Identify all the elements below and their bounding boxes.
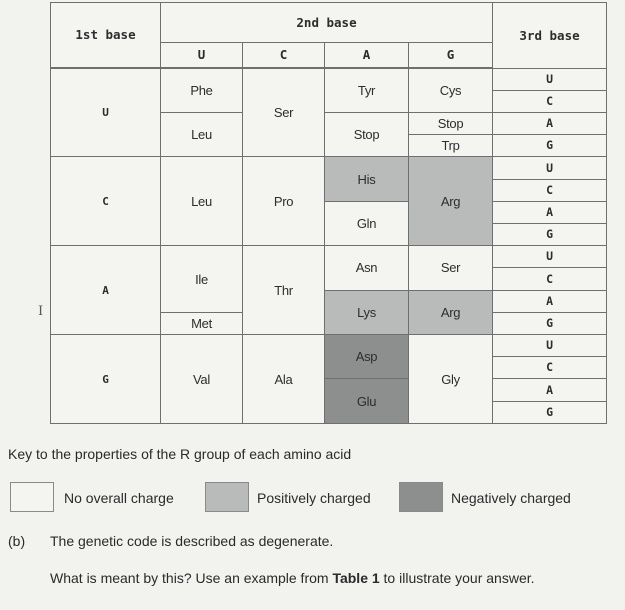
- positive-swatch: [205, 482, 249, 512]
- amino-lys: Lys: [325, 290, 409, 334]
- header-third-base: 3rd base: [493, 3, 607, 69]
- third-base-c: C: [493, 357, 607, 379]
- header-second-base: 2nd base: [161, 3, 493, 43]
- first-base-a: A: [51, 246, 161, 335]
- neutral-swatch: [10, 482, 54, 512]
- amino-asn: Asn: [325, 246, 409, 290]
- third-base-u: U: [493, 68, 607, 90]
- amino-ser: Ser: [409, 246, 493, 290]
- negative-swatch: [399, 482, 443, 512]
- amino-cys: Cys: [409, 68, 493, 112]
- first-base-g: G: [51, 335, 161, 424]
- question-label: (b): [8, 533, 26, 549]
- amino-arg: Arg: [409, 157, 493, 246]
- genetic-code-table: [50, 2, 607, 424]
- amino-stop: Stop: [325, 113, 409, 157]
- amino-tyr: Tyr: [325, 68, 409, 112]
- amino-asp: Asp: [325, 335, 409, 379]
- third-base-a: A: [493, 290, 607, 312]
- second-base-u: U: [161, 43, 243, 67]
- amino-leu: Leu: [161, 157, 243, 246]
- third-base-a: A: [493, 113, 607, 135]
- third-base-c: C: [493, 179, 607, 201]
- amino-phe: Phe: [161, 68, 243, 112]
- key-label: Positively charged: [257, 490, 371, 506]
- question-statement: The genetic code is described as degenerate.: [50, 533, 334, 549]
- third-base-u: U: [493, 157, 607, 179]
- third-base-c: C: [493, 90, 607, 112]
- second-base-g: G: [409, 43, 493, 67]
- first-base-u: U: [51, 68, 161, 157]
- third-base-g: G: [493, 312, 607, 334]
- second-base-c: C: [243, 43, 325, 67]
- third-base-g: G: [493, 224, 607, 246]
- amino-trp: Trp: [409, 135, 493, 157]
- amino-ser: Ser: [243, 68, 325, 157]
- prompt-text: What is meant by this? Use an example from: [50, 570, 333, 586]
- third-base-u: U: [493, 246, 607, 268]
- key-label: No overall charge: [64, 490, 174, 506]
- third-base-g: G: [493, 135, 607, 157]
- table-reference: Table 1: [332, 570, 380, 586]
- amino-gln: Gln: [325, 201, 409, 245]
- amino-pro: Pro: [243, 157, 325, 246]
- question-prompt: [50, 570, 570, 586]
- amino-met: Met: [161, 312, 243, 334]
- amino-glu: Glu: [325, 379, 409, 424]
- first-base-c: C: [51, 157, 161, 246]
- amino-leu: Leu: [161, 113, 243, 157]
- third-base-a: A: [493, 201, 607, 223]
- amino-val: Val: [161, 335, 243, 424]
- text-cursor-icon: I: [38, 304, 44, 319]
- key-title: Key to the properties of the R group of each amino acid: [8, 446, 352, 462]
- second-base-a: A: [325, 43, 409, 67]
- amino-gly: Gly: [409, 335, 493, 424]
- prompt-text-end: to illustrate your answer.: [379, 570, 535, 586]
- key-label: Negatively charged: [451, 490, 571, 506]
- amino-ala: Ala: [243, 335, 325, 424]
- amino-his: His: [325, 157, 409, 201]
- amino-stop: Stop: [409, 113, 493, 135]
- amino-thr: Thr: [243, 246, 325, 335]
- header-first-base: 1st base: [51, 3, 161, 68]
- amino-ile: Ile: [161, 246, 243, 313]
- third-base-a: A: [493, 379, 607, 401]
- third-base-u: U: [493, 335, 607, 357]
- amino-arg: Arg: [409, 290, 493, 334]
- third-base-c: C: [493, 268, 607, 290]
- third-base-g: G: [493, 401, 607, 423]
